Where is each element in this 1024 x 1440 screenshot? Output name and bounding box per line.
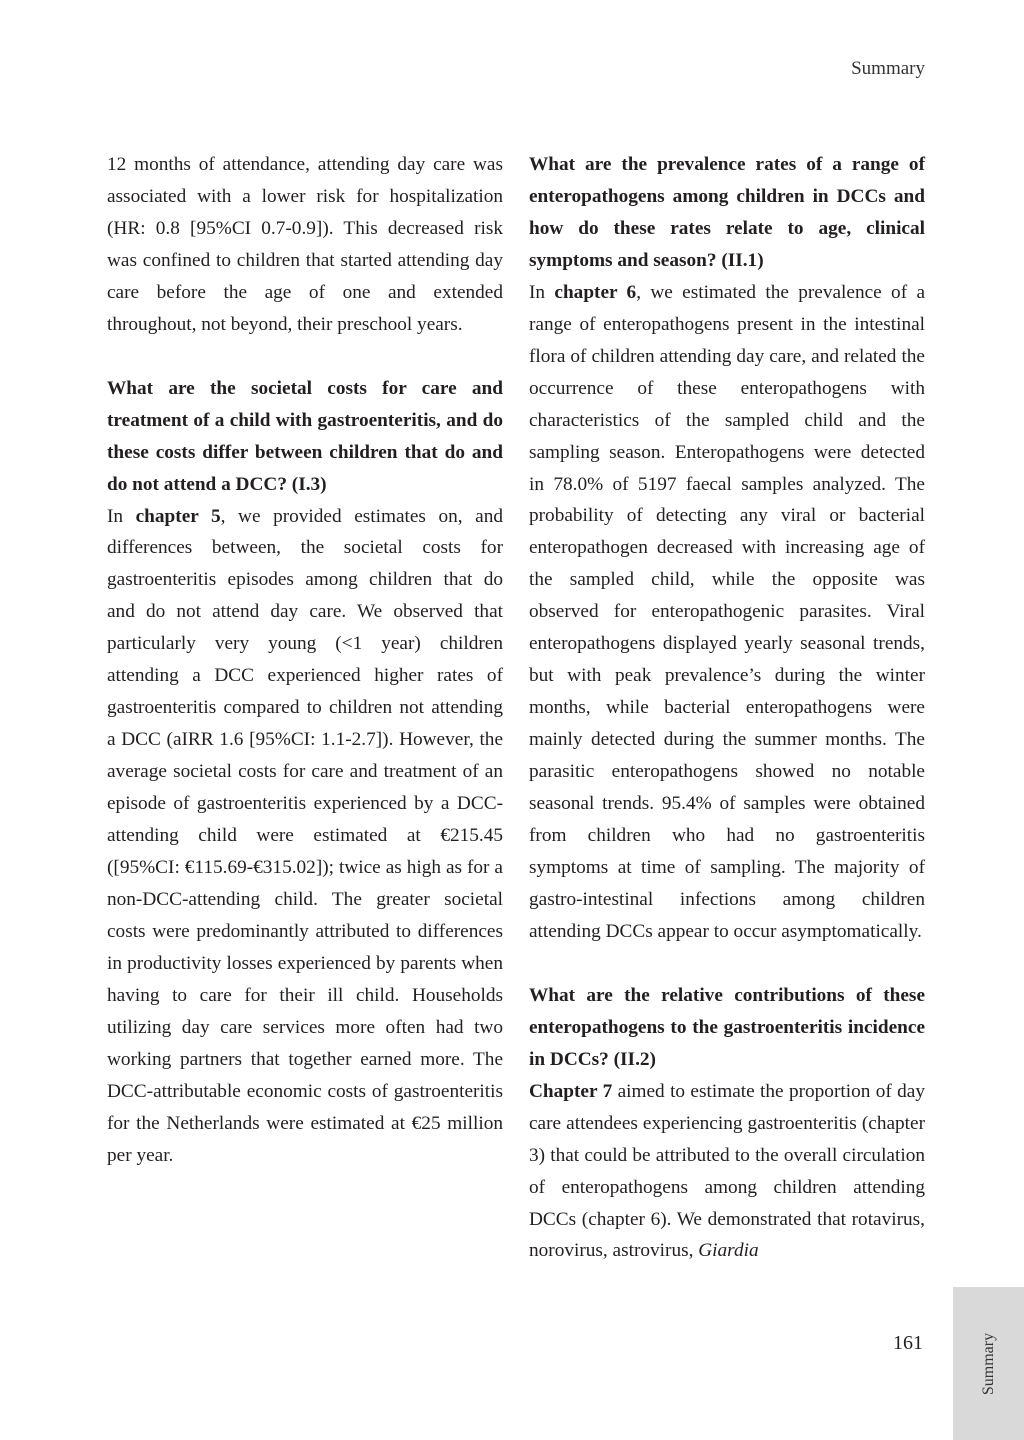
answer-ii1-prefix: In: [529, 281, 555, 303]
answer-i3: [107, 501, 503, 1172]
answer-ii2-text: aimed to estimate the proportion of day care attendees experiencing gastroenteritis (chapter 3) that could be attributed to the overall circulation of enteropathogens among children attending DCCs (chapter 6). We demonstrated that rotavirus, norovirus, astrovirus,: [529, 1080, 925, 1262]
research-question-ii2: What are the relative contributions of these enteropathogens to the gastroenteritis incidence in DCCs? (II.2): [529, 984, 925, 1070]
answer-i3-text: , we provided estimates on, and differences between, the societal costs for gastroenteritis episodes among children that do and do not attend day care. We observed that particularly very young (<1 year) children attending a DCC experienced higher rates of gastroenteritis compared to children not attending a DCC (aIRR 1.6 [95%CI: 1.1-2.7]). However, the average societal costs for care and treatment of an episode of gastroenteritis experienced by a DCC-attending child were estimated at €215.45 ([95%CI: €115.69-€315.02]); twice as high as for a non-DCC-attending child. The greater societal costs were predominantly attributed to differences in productivity losses experienced by parents when having to care for their ill child. Households utilizing day care services more often had two working partners that together earned more. The DCC-attributable economic costs of gastroenteritis for the Netherlands were estimated at €25 million per year.: [107, 505, 503, 1166]
answer-ii1-text: , we estimated the prevalence of a range of enteropathogens present in the intestinal flora of children attending day care, and related the occurrence of these enteropathogens with characteristics of the sampled child and the sampling season. Enteropathogens were detected in 78.0% of 5197 faecal samples analyzed. The probability of detecting any viral or bacterial enteropathogen decreased with increasing age of the sampled child, while the opposite was observed for enteropathogenic parasites. Viral enteropathogens displayed yearly seasonal trends, but with peak prevalence’s during the winter months, while bacterial enteropathogens were mainly detected during the summer months. The parasitic enteropathogens showed no notable seasonal trends. 95.4% of samples were obtained from children who had no gastroenteritis symptoms at time of sampling. The majority of gastro-intestinal infections among children attending DCCs appear to occur asymptomatically.: [529, 281, 926, 942]
right-column: [529, 149, 925, 1267]
chapter-7-reference: Chapter 7: [529, 1080, 613, 1102]
giardia-italic: Giardia: [698, 1240, 759, 1262]
thumb-tab-label: Summary: [979, 1332, 997, 1395]
chapter-thumb-tab: [953, 1287, 1024, 1440]
research-question-i3: What are the societal costs for care and treatment of a child with gastroenteritis, and do these costs differ between children that do and do not attend a DCC? (I.3): [107, 377, 503, 495]
research-question-ii1: What are the prevalence rates of a range of enteropathogens among children in DCCs and how do these rates relate to age, clinical symptoms and season? (II.1): [529, 154, 925, 271]
section-gap: [107, 341, 503, 373]
left-column: [107, 149, 503, 1172]
answer-ii2: [529, 1076, 925, 1268]
answer-i3-prefix: In: [107, 505, 136, 527]
running-header: Summary: [851, 58, 925, 79]
answer-ii1: [529, 277, 925, 948]
chapter-5-reference: chapter 5: [135, 505, 221, 527]
page-number: 161: [893, 1332, 923, 1354]
chapter-6-reference: chapter 6: [554, 281, 637, 303]
section-gap: [529, 948, 925, 980]
paragraph-continued: 12 months of attendance, attending day care was associated with a lower risk for hospitalization (HR: 0.8 [95%CI 0.7-0.9]). This decreased risk was confined to children that started attending day care before the age of one and extended throughout, not beyond, their preschool years.: [107, 154, 503, 335]
